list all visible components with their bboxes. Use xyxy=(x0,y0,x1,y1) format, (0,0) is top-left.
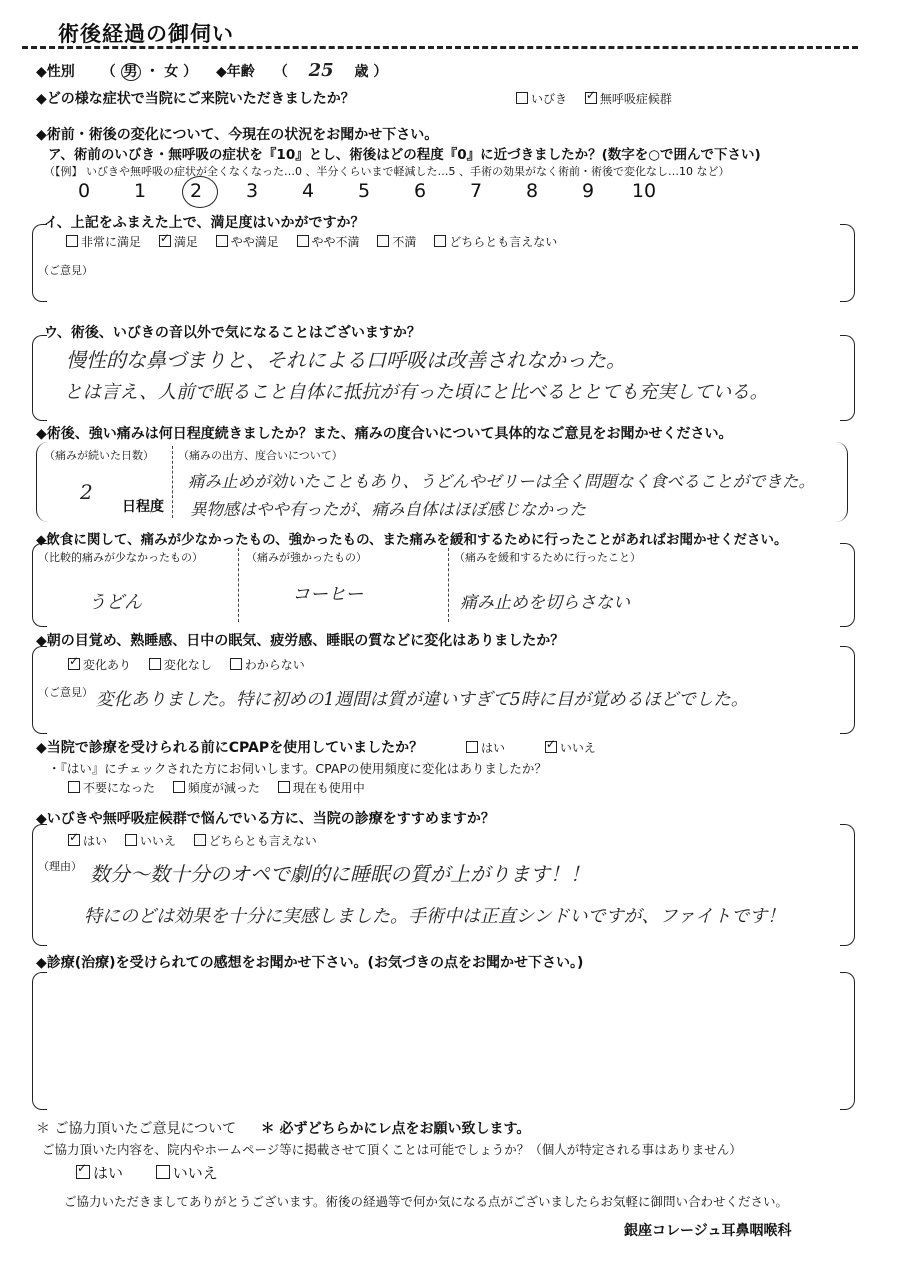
checkbox-checked-icon[interactable] xyxy=(545,741,557,753)
footer-option-no[interactable]: いいえ xyxy=(156,1164,218,1182)
gender-female-option[interactable]: 女 xyxy=(164,64,179,80)
sleep-option-no-change[interactable]: 変化なし xyxy=(149,658,212,672)
checkbox-icon[interactable] xyxy=(230,658,242,670)
symptom-question: ◆どの様な症状で当院にご来院いただきましたか？ xyxy=(36,91,355,107)
checkbox-icon[interactable] xyxy=(125,834,137,846)
recommend-option-yes[interactable]: ✓はい xyxy=(68,834,107,848)
sat-option-satisfied[interactable]: ✓ 満足 xyxy=(159,235,198,249)
satisfaction-bracket-right xyxy=(840,224,855,302)
recommend-question: ◆いびきや無呼吸症候群で悩んでいる方に、当院の診療をすすめますか？ xyxy=(36,811,495,827)
paren-open: （ xyxy=(101,64,116,80)
scale-7[interactable]: 7 xyxy=(469,180,483,202)
checkbox-icon[interactable] xyxy=(216,235,228,247)
checkbox-checked-icon[interactable] xyxy=(76,1165,90,1179)
age-unit: 歳 xyxy=(354,64,369,80)
satisfaction-question: イ、上記をふまえた上で、満足度はいかがですか？ xyxy=(44,215,365,231)
footer-headings xyxy=(36,1118,530,1138)
checkbox-icon[interactable] xyxy=(278,781,290,793)
recommend-answer-line1: 数分～数十分のオペで劇的に睡眠の質が上がります！！ xyxy=(90,862,590,886)
footer-options xyxy=(76,1162,218,1183)
checkbox-checked-icon[interactable] xyxy=(585,92,597,104)
checkbox-checked-icon[interactable] xyxy=(68,834,80,846)
age-paren-open: （ xyxy=(273,64,288,80)
sleep-option-changed[interactable]: ✓変化あり xyxy=(68,658,131,672)
recommend-option-no[interactable]: いいえ xyxy=(125,834,176,848)
recommend-bracket-left xyxy=(32,824,47,946)
sleep-option-unknown[interactable]: わからない xyxy=(230,658,305,672)
cpap-option-yes[interactable]: はい xyxy=(466,741,505,755)
food-col2-value: コーヒー xyxy=(292,584,364,605)
change-scale xyxy=(56,180,672,202)
gender-male-option[interactable]: 男 xyxy=(121,63,141,81)
recommend-reason-label: （理由） xyxy=(38,860,82,873)
recommend-option-neither[interactable]: どちらとも言えない xyxy=(194,834,317,848)
age-paren-close: ） xyxy=(373,64,388,80)
cpap-sub-options xyxy=(68,779,379,796)
checkbox-icon[interactable] xyxy=(173,781,185,793)
food-col1-label: （比較的痛みが少なかったもの） xyxy=(38,551,203,564)
other-question: ウ、術後、いびきの音以外で気になることはございますか？ xyxy=(44,325,421,341)
other-bracket-left xyxy=(32,335,47,421)
symptom-option-apnea[interactable]: ✓ 無呼吸症候群 xyxy=(585,92,672,106)
pain-divider xyxy=(172,446,173,518)
sleep-question: ◆朝の目覚め、熟睡感、日中の眠気、疲労感、睡眠の質などに変化はありましたか？ xyxy=(36,633,565,649)
recommend-options xyxy=(68,832,331,849)
checkbox-icon[interactable] xyxy=(68,781,80,793)
scale-2[interactable]: 2 xyxy=(189,180,203,202)
scale-3[interactable]: 3 xyxy=(245,180,259,202)
age-value[interactable]: 25 xyxy=(308,60,334,81)
footer-heading-2: ＊ 必ずどちらかにレ点をお願い致します。 xyxy=(260,1121,531,1137)
impression-question: ◆診療(治療)を受けられての感想をお聞かせ下さい。(お気づきの点をお聞かせ下さい。) xyxy=(36,955,584,971)
impression-bracket-right xyxy=(840,972,855,1110)
footer-option-yes[interactable]: ✓はい xyxy=(76,1164,123,1182)
cpap-options xyxy=(466,739,610,756)
scale-0[interactable]: 0 xyxy=(77,180,91,202)
gender-row xyxy=(36,60,387,81)
paren-close: ） xyxy=(183,64,198,80)
sat-option-somewhat-satisfied[interactable]: やや満足 xyxy=(216,235,279,249)
gender-label: ◆性別 xyxy=(36,64,75,80)
scale-selection-circle xyxy=(182,176,218,208)
recommend-answer-line2: 特にのどは効果を十分に実感しました。手術中は正直シンドいですが、ファイトです！ xyxy=(84,906,786,927)
scale-4[interactable]: 4 xyxy=(301,180,315,202)
food-divider-2 xyxy=(448,548,449,622)
clinic-name: 銀座コレージュ耳鼻咽喉科 xyxy=(624,1223,792,1239)
checkbox-icon[interactable] xyxy=(516,92,528,104)
cpap-sub-option-still-using[interactable]: 現在も使用中 xyxy=(278,781,365,795)
satisfaction-opinion-label: （ご意見） xyxy=(38,264,93,277)
scale-10[interactable]: 10 xyxy=(631,180,657,202)
sat-option-dissatisfied[interactable]: 不満 xyxy=(377,235,416,249)
change-question: ◆術前・術後の変化について、今現在の状況をお聞かせ下さい。 xyxy=(36,127,439,143)
cpap-sub-question: ・『はい』にチェックされた方にお伺いします。CPAPの使用頻度に変化はありましたか？ xyxy=(48,761,547,776)
food-question: ◆飲食に関して、痛みが少なかったもの、強かったもの、また痛みを緩和するために行ったことがあればお聞かせください。 xyxy=(36,532,788,548)
sat-option-very-satisfied[interactable]: 非常に満足 xyxy=(66,235,141,249)
satisfaction-options xyxy=(66,233,571,250)
cpap-sub-option-reduced[interactable]: 頻度が減った xyxy=(173,781,260,795)
change-example: （【例】 いびきや無呼吸の症状が全くなくなった…0 、半分くらいまで軽減した…5 、手術の効果がなく術前・術後で変化なし…10 など） xyxy=(44,165,730,178)
scale-9[interactable]: 9 xyxy=(581,180,595,202)
pain-detail-line2: 異物感はやや有ったが、痛み自体はほぼ感じなかった xyxy=(190,500,586,519)
checkbox-icon[interactable] xyxy=(149,658,161,670)
sat-option-somewhat-dissatisfied[interactable]: やや不満 xyxy=(297,235,360,249)
other-answer-line1: 慢性的な鼻づまりと、それによる口呼吸は改善されなかった。 xyxy=(66,348,626,372)
food-col3-value: 痛み止めを切らさない xyxy=(460,593,630,613)
checkbox-icon[interactable] xyxy=(377,235,389,247)
page-title: 術後経過の御伺い xyxy=(58,22,234,46)
pain-detail-label: （痛みの出方、度合いについて） xyxy=(178,449,343,462)
scale-5[interactable]: 5 xyxy=(357,180,371,202)
pain-detail-line1: 痛み止めが効いたこともあり、うどんやゼリーは全く問題なく食べることができた。 xyxy=(188,472,815,491)
cpap-sub-option-unneeded[interactable]: 不要になった xyxy=(68,781,155,795)
other-answer-line2: とは言え、人前で眠ること自体に抵抗が有った頃にと比べるととても充実している。 xyxy=(64,382,769,403)
checkbox-icon[interactable] xyxy=(66,235,78,247)
food-bracket-right xyxy=(840,543,855,627)
gender-sep: ・ xyxy=(145,64,160,80)
scale-6[interactable]: 6 xyxy=(413,180,427,202)
symptom-options xyxy=(516,90,686,107)
checkbox-icon[interactable] xyxy=(156,1165,170,1179)
pain-days-label: （痛みが続いた日数） xyxy=(44,449,154,462)
symptom-option-snoring[interactable]: いびき xyxy=(516,92,567,106)
pain-days-value[interactable]: 2 xyxy=(80,480,93,504)
checkbox-icon[interactable] xyxy=(297,235,309,247)
title-divider xyxy=(22,46,858,49)
sleep-bracket-right xyxy=(840,646,855,734)
pain-question: ◆術後、強い痛みは何日程度続きましたか？また、痛みの度合いについて具体的なご意見をお聞かせください。 xyxy=(36,426,733,442)
sleep-answer: 変化ありました。特に初めの1週間は質が違いすぎて5時に目が覚めるほどでした。 xyxy=(96,690,749,710)
food-col2-label: （痛みが強かったもの） xyxy=(246,551,367,564)
pain-days-unit: 日程度 xyxy=(122,499,164,515)
checkbox-icon[interactable] xyxy=(466,741,478,753)
sat-option-neither[interactable]: どちらとも言えない xyxy=(434,235,557,249)
food-col1-value: うどん xyxy=(88,592,142,613)
checkbox-icon[interactable] xyxy=(194,834,206,846)
recommend-bracket-right xyxy=(840,824,855,946)
sleep-opinion-label: （ご意見） xyxy=(38,686,93,699)
scale-1[interactable]: 1 xyxy=(133,180,147,202)
impression-bracket-left xyxy=(32,972,47,1110)
footer-heading-1: ＊ ご協力頂いたご意見について xyxy=(36,1121,237,1137)
food-divider-1 xyxy=(238,548,239,622)
checkbox-icon[interactable] xyxy=(434,235,446,247)
footer-question: ご協力頂いた内容を、院内やホームページ等に掲載させて頂くことは可能でしょうか？（個人が特定される事はありません） xyxy=(42,1142,742,1157)
scale-8[interactable]: 8 xyxy=(525,180,539,202)
cpap-option-no[interactable]: ✓ いいえ xyxy=(545,741,596,755)
checkbox-checked-icon[interactable] xyxy=(68,658,80,670)
other-bracket-right xyxy=(840,335,855,421)
checkbox-checked-icon[interactable] xyxy=(159,235,171,247)
food-col3-label: （痛みを緩和するために行ったこと） xyxy=(454,551,641,564)
sleep-options xyxy=(68,656,319,673)
cpap-question: ◆当院で診療を受けられる前にCPAPを使用していましたか？ xyxy=(36,740,424,756)
change-instruction: ア、術前のいびき・無呼吸の症状を『10』とし、術後はどの程度『0』に近づきましたか？(数字を○で囲んで下さい) xyxy=(48,147,761,163)
footer-thanks: ご協力いただきましてありがとうございます。術後の経過等で何か気になる点がございましたらお気軽に御問い合わせください。 xyxy=(64,1194,789,1209)
age-label: ◆年齢 xyxy=(216,64,255,80)
